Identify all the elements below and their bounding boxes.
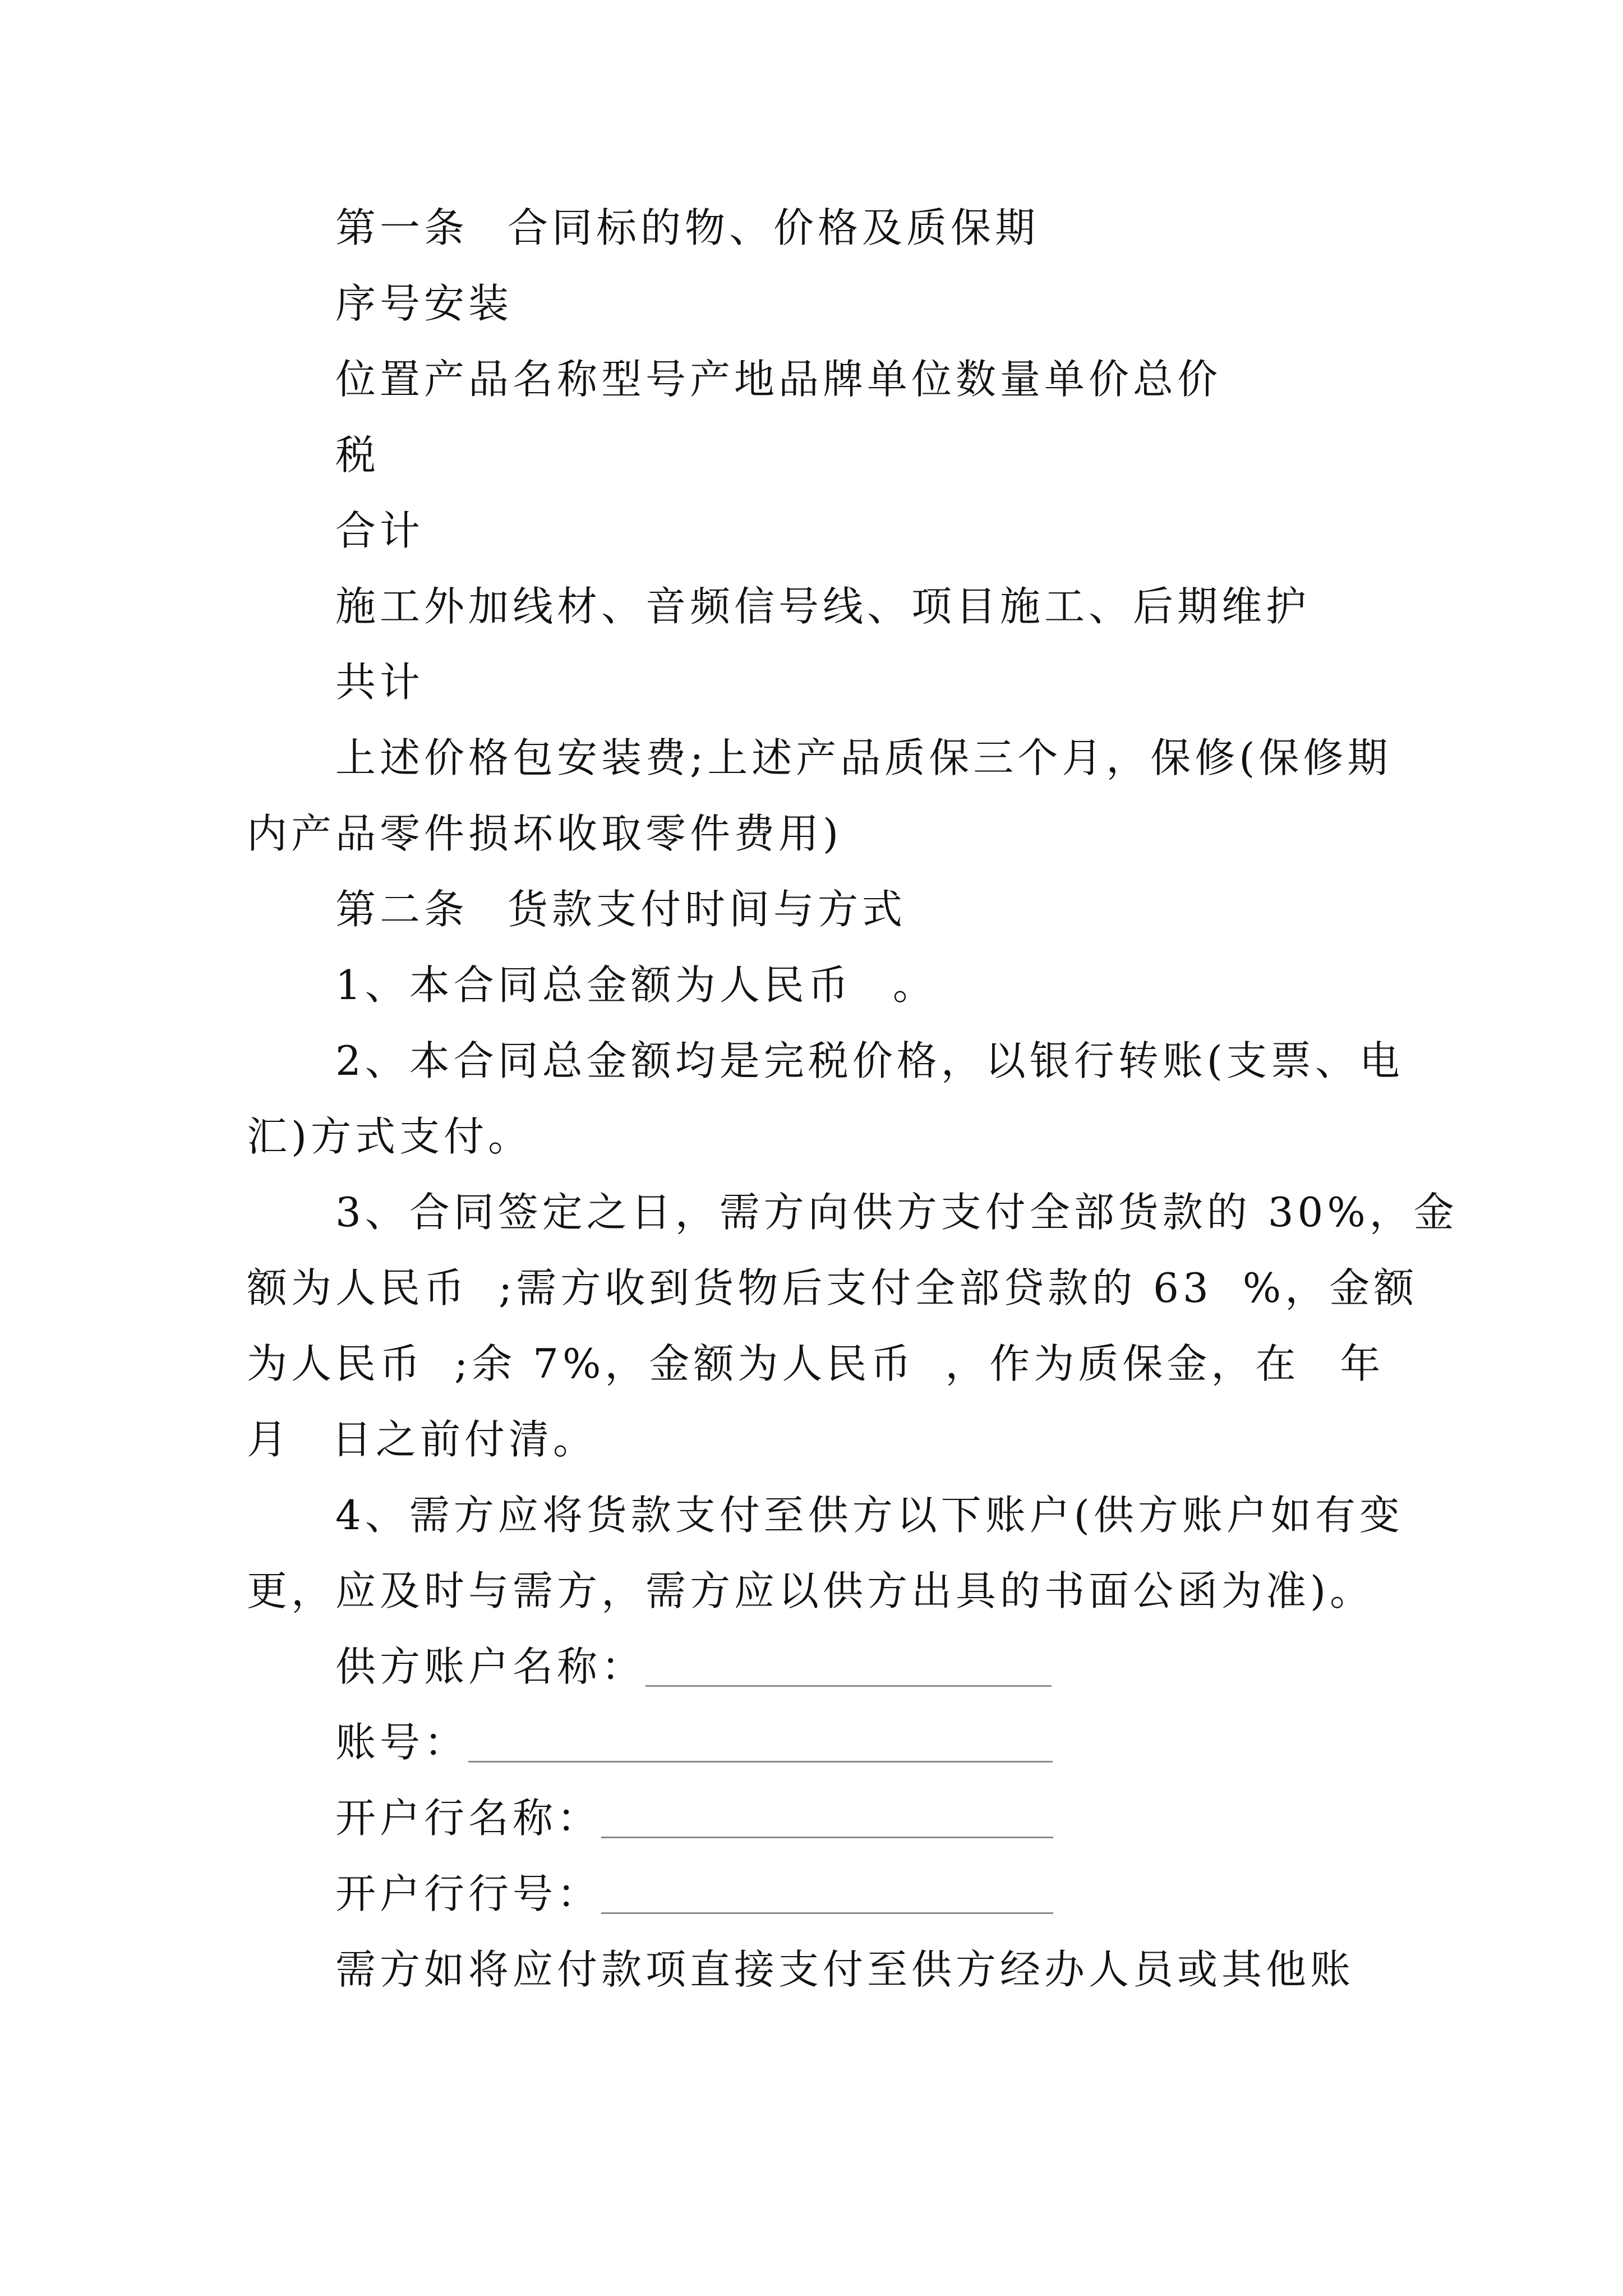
payment-item1 — [335, 961, 937, 1009]
payment-item3-year: 年 — [1340, 1340, 1385, 1387]
total-row-label: 合计 — [335, 507, 425, 554]
payment-item3-line1: 3、合同签定之日，需方向供方支付全部货款的 30%，金 — [335, 1189, 1458, 1236]
payment-item4-line2: 更，应及时与需方，需方应以供方出具的书面公函为准)。 — [247, 1567, 1375, 1614]
payment-item2-line2: 汇)方式支付。 — [247, 1113, 533, 1160]
payment-item3-line4 — [247, 1416, 598, 1463]
construction-row-label: 施工外加线材、音频信号线、项目施工、后期维护 — [335, 583, 1311, 630]
article2-label: 第二条 — [335, 886, 469, 933]
payment-item1-end: 。 — [892, 961, 937, 1009]
table-header-line1: 序号安装 — [335, 280, 513, 327]
bank-code-label: 开户行行号： — [335, 1870, 602, 1917]
article1-label: 第一条 — [335, 204, 469, 251]
payment-item4-line1: 4、需方应将货款支付至供方以下账户(供方账户如有变 — [335, 1492, 1404, 1539]
payment-item3-percent: %，金额 — [1242, 1264, 1418, 1312]
table-header-line2: 位置产品名称型号产地品牌单位数量单价总价 — [335, 356, 1222, 403]
payment-item3-line2 — [247, 1264, 1418, 1312]
bank-name-row — [335, 1795, 1053, 1842]
payment-item3-second-payment: ;需方收到货物后支付全部贷款的 63 — [499, 1264, 1212, 1312]
account-name-row — [335, 1643, 1052, 1690]
account-number-field — [468, 1727, 1053, 1763]
closing-paragraph-line: 需方如将应付款项直接支付至供方经办人员或其他账 — [335, 1946, 1355, 1993]
grand-total-row-label: 共计 — [335, 659, 425, 706]
payment-item3-remainder: ;余 7%，金额为人民币 — [454, 1340, 915, 1387]
payment-item3-month: 月 — [247, 1416, 292, 1463]
payment-item3-amount2-label: 为人民币 — [247, 1340, 425, 1387]
account-name-label: 供方账户名称： — [335, 1643, 646, 1690]
bank-name-field — [601, 1803, 1053, 1838]
payment-item3-deadline: 日之前付清。 — [331, 1416, 598, 1463]
payment-item2-line1: 2、本合同总金额均是完税价格，以银行转账(支票、电 — [335, 1037, 1404, 1084]
tax-row-label: 税 — [335, 431, 380, 478]
article2-heading — [335, 886, 907, 933]
article2-title: 货款支付时间与方式 — [508, 886, 907, 933]
price-note-line2: 内产品零件损坏收取零件费用) — [247, 810, 843, 857]
account-name-field — [645, 1651, 1052, 1687]
price-note-line1: 上述价格包安装费;上述产品质保三个月，保修(保修期 — [335, 734, 1392, 781]
bank-code-field — [601, 1879, 1053, 1914]
bank-code-row — [335, 1870, 1053, 1917]
payment-item3-line3 — [247, 1340, 1385, 1387]
article1-title: 合同标的物、价格及质保期 — [508, 204, 1040, 251]
payment-item3-amount-label: 额为人民币 — [247, 1264, 469, 1312]
payment-item3-warranty-deposit: ，作为质保金，在 — [945, 1340, 1300, 1387]
account-number-label: 账号： — [335, 1719, 469, 1766]
account-number-row — [335, 1719, 1053, 1766]
payment-item1-text: 1、本合同总金额为人民币 — [335, 961, 852, 1009]
bank-name-label: 开户行名称： — [335, 1795, 602, 1842]
article1-heading — [335, 204, 1040, 251]
